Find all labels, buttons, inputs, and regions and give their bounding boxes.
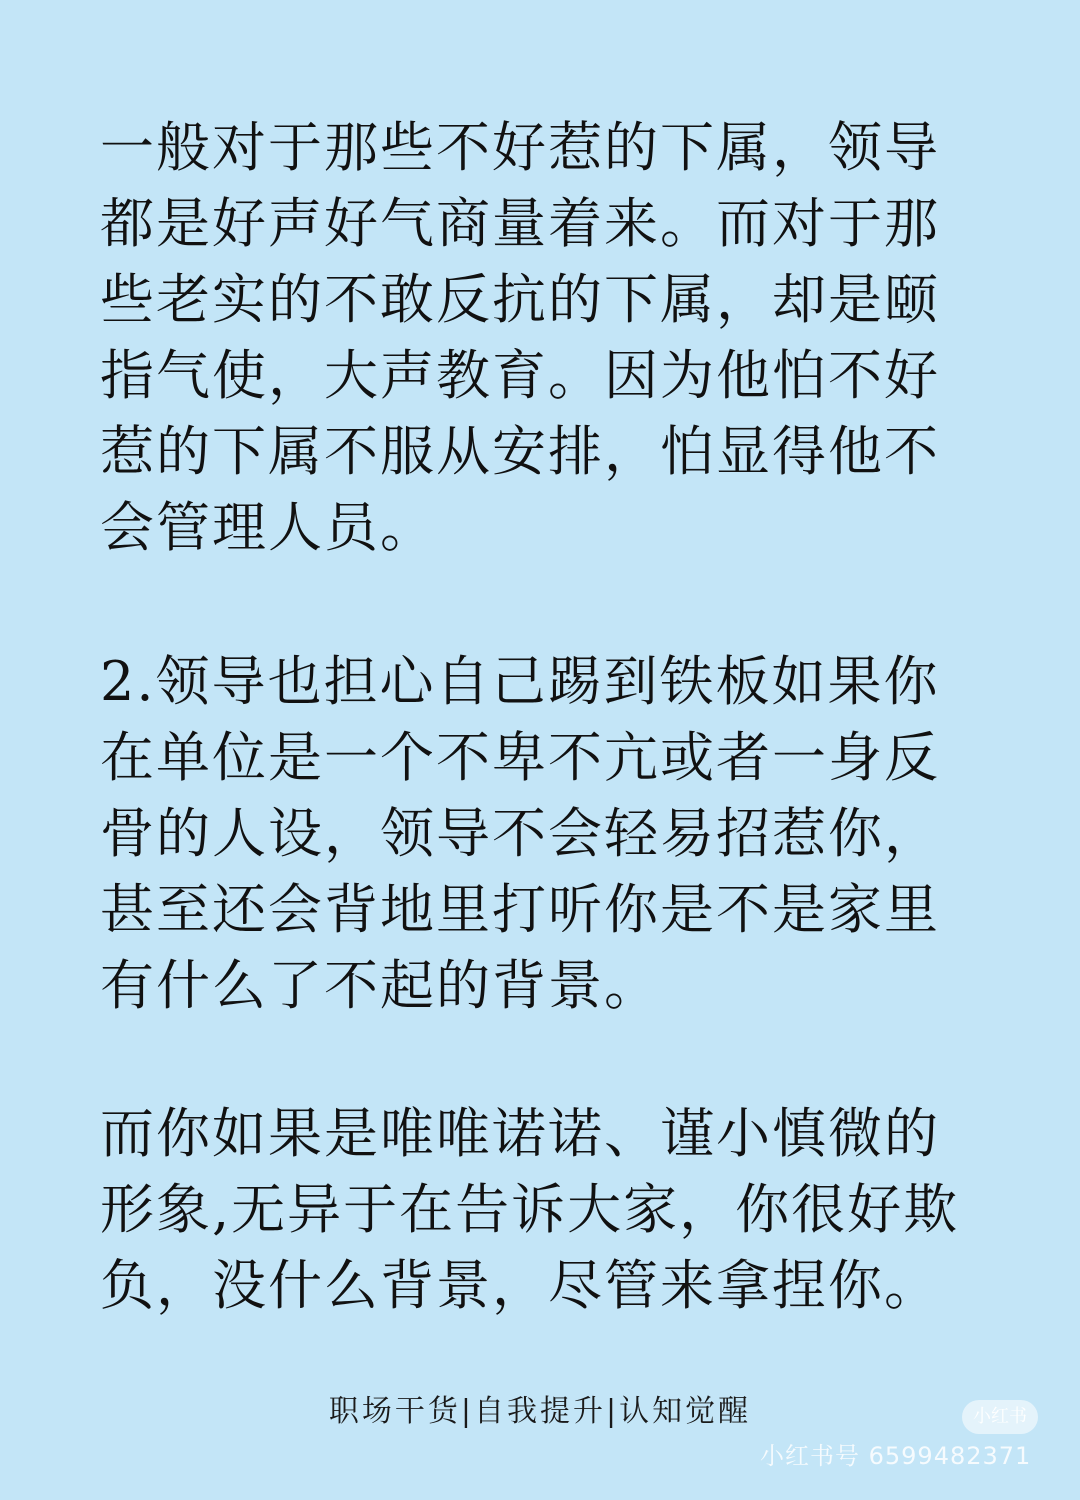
watermark-id: 小红书号 6599482371: [760, 1442, 1032, 1470]
paragraph-3: [100, 1096, 980, 1324]
text-line: 有什么了不起的背景。: [100, 954, 660, 1017]
text-line: 负，没什么背景，尽管来拿捏你。: [100, 1254, 940, 1317]
text-line: 些老实的不敢反抗的下属，却是颐: [100, 268, 940, 331]
text-line: 会管理人员。: [100, 496, 436, 559]
text-line: 而你如果是唯唯诺诺、谨小慎微的: [100, 1102, 940, 1165]
text-line: 一般对于那些不好惹的下属，领导: [100, 116, 940, 179]
footer-tags: 职场干货|自我提升|认知觉醒: [328, 1394, 752, 1429]
paragraph-2: [100, 644, 980, 1024]
text-line: 在单位是一个不卑不亢或者一身反: [100, 726, 940, 789]
text-line: 指气使，大声教育。因为他怕不好: [100, 344, 940, 407]
text-line: 形象,无异于在告诉大家，你很好欺: [100, 1178, 960, 1241]
text-line: 骨的人设，领导不会轻易招惹你，: [100, 802, 940, 865]
watermark-logo: 小红书: [962, 1400, 1038, 1434]
paragraph-1: [100, 110, 980, 566]
text-line: 2.领导也担心自己踢到铁板如果你: [100, 650, 940, 713]
text-line: 惹的下属不服从安排，怕显得他不: [100, 420, 940, 483]
text-line: 甚至还会背地里打听你是不是家里: [100, 878, 940, 941]
text-line: 都是好声好气商量着来。而对于那: [100, 192, 940, 255]
